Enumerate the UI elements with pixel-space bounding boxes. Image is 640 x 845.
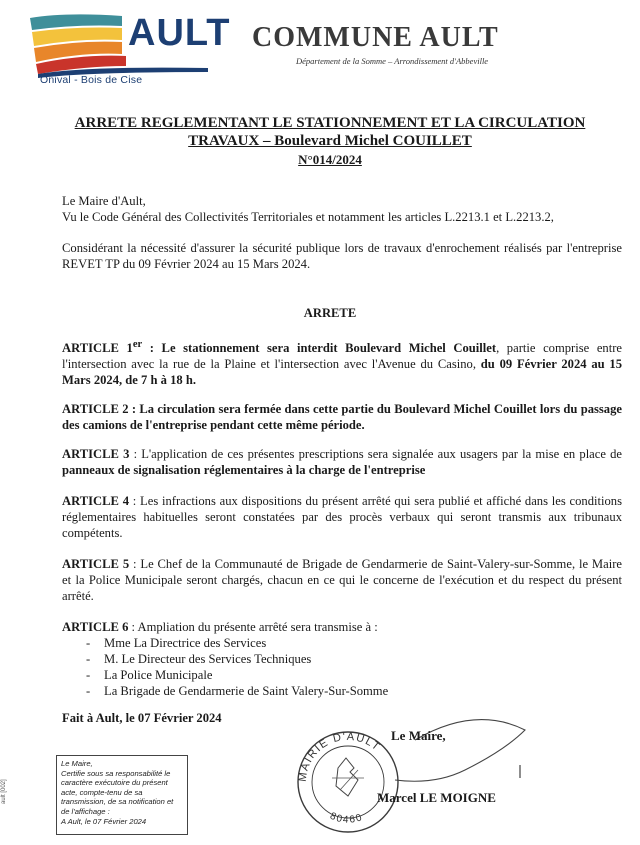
side-reference: ault [002] [1,779,7,804]
maire-name: Marcel LE MOIGNE [377,790,496,805]
commune-logo [26,10,231,92]
arrete-heading: ARRETE [303,306,357,320]
article-3-text: : L'application de ces présentes prescriptions sera signalée aux usagers par la mise en place de [129,447,623,461]
recipient-item: - Mme La Directrice des Services [86,635,388,651]
document-number: N°014/2024 [298,152,362,167]
article-1-label: ARTICLE 1 [62,341,133,356]
certification-line-1: Le Maire, [61,759,93,768]
article-4-label: ARTICLE 4 [62,494,130,508]
mairie-stamp [288,720,408,840]
article-1-sup: er [132,339,143,350]
certification-line-3: A Ault, le 07 Février 2024 [61,816,147,826]
article-6-text: : Ampliation du présente arrêté sera transmise à : [128,620,378,634]
article-5-label: ARTICLE 5 [62,557,130,571]
article-1-text: , partie comprise entre l'intersection avec la rue de la Plaine et l'intersection avec l'Avenue du Casino, [62,341,622,372]
article-3 [62,446,622,478]
article-4 [62,493,622,541]
article-5-text: : Le Chef de la Communauté de Brigade de Gendarmerie de Saint-Valery-sur-Somme, le Maire et la Police Municipale seront chargés, chacun en ce qui le concerne de l'exécution et du respect du présent arrêté. [62,557,622,603]
article-5 [62,556,622,604]
article-2-text: ARTICLE 2 : La circulation sera fermée dans cette partie du Boulevard Michel Couillet lors du passage des camions de l'entreprise pendant cette même période. [62,402,622,432]
article-4-text: : Les infractions aux dispositions du présent arrêté qui sera publié et affiché dans les conditions réglementaires habituelles seront constatées par des procès verbaux qui seront transmis aux tribunaux compétents. [62,494,622,540]
stamp-top-text: MAIRIE D'AULT [296,730,383,783]
article-2 [62,401,622,433]
le-maire-label: Le Maire, [391,728,446,743]
intro-maire: Le Maire d'Ault, [62,194,146,208]
recipient-item: - La Brigade de Gendarmerie de Saint Valery-Sur-Somme [86,683,388,699]
certification-line-2: Certifie sous sa responsabilité le caractère exécutoire du présent acte, compte-tenu de sa transmission, de sa notification et de l'affichage : [61,768,174,816]
article-3-label: ARTICLE 3 [62,447,130,461]
recipient-list [86,635,388,699]
svg-text:MAIRIE D'AULT [297,731,383,783]
logo-word: AULT [128,12,231,54]
svg-text:80460 [328,811,364,826]
commune-title: COMMUNE AULT [252,22,499,53]
certification-box [56,755,188,835]
stamp-code: 80460 [328,810,365,826]
logo-subtitle: Onival - Bois de Cise [40,74,143,86]
intro-considerant: Considérant la nécessité d'assurer la sécurité publique lors de travaux d'enrochement réalisés par l'entreprise REVET TP du 09 Février 2024 au 15 Mars 2024. [62,241,622,271]
commune-subtitle: Département de la Somme – Arrondissement d'Abbeville [296,56,489,66]
article-6-label: ARTICLE 6 [62,620,129,634]
document-title-line-1: ARRETE REGLEMENTANT LE STATIONNEMENT ET LA CIRCULATION [74,115,586,131]
document-title-line-2: TRAVAUX – Boulevard Michel COUILLET [188,133,472,149]
article-1-bold-2: du 09 Février 2024 au 15 Mars 2024, de 7 h à 18 h. [62,357,622,388]
recipient-item: - La Police Municipale [86,667,388,683]
article-1-bold-1: : Le stationnement sera interdit Boulevard Michel Couillet [142,341,497,356]
article-6 [62,619,622,635]
recipient-item: - M. Le Directeur des Services Techniques [86,651,388,667]
article-3-bold: panneaux de signalisation réglementaires à la charge de l'entreprise [62,463,426,477]
article-1 [62,337,622,388]
intro-vu: Vu le Code Général des Collectivités Territoriales et notamment les articles L.2213.1 et L.2213.2, [62,210,554,224]
fait-a-ault: Fait à Ault, le 07 Février 2024 [62,711,222,725]
